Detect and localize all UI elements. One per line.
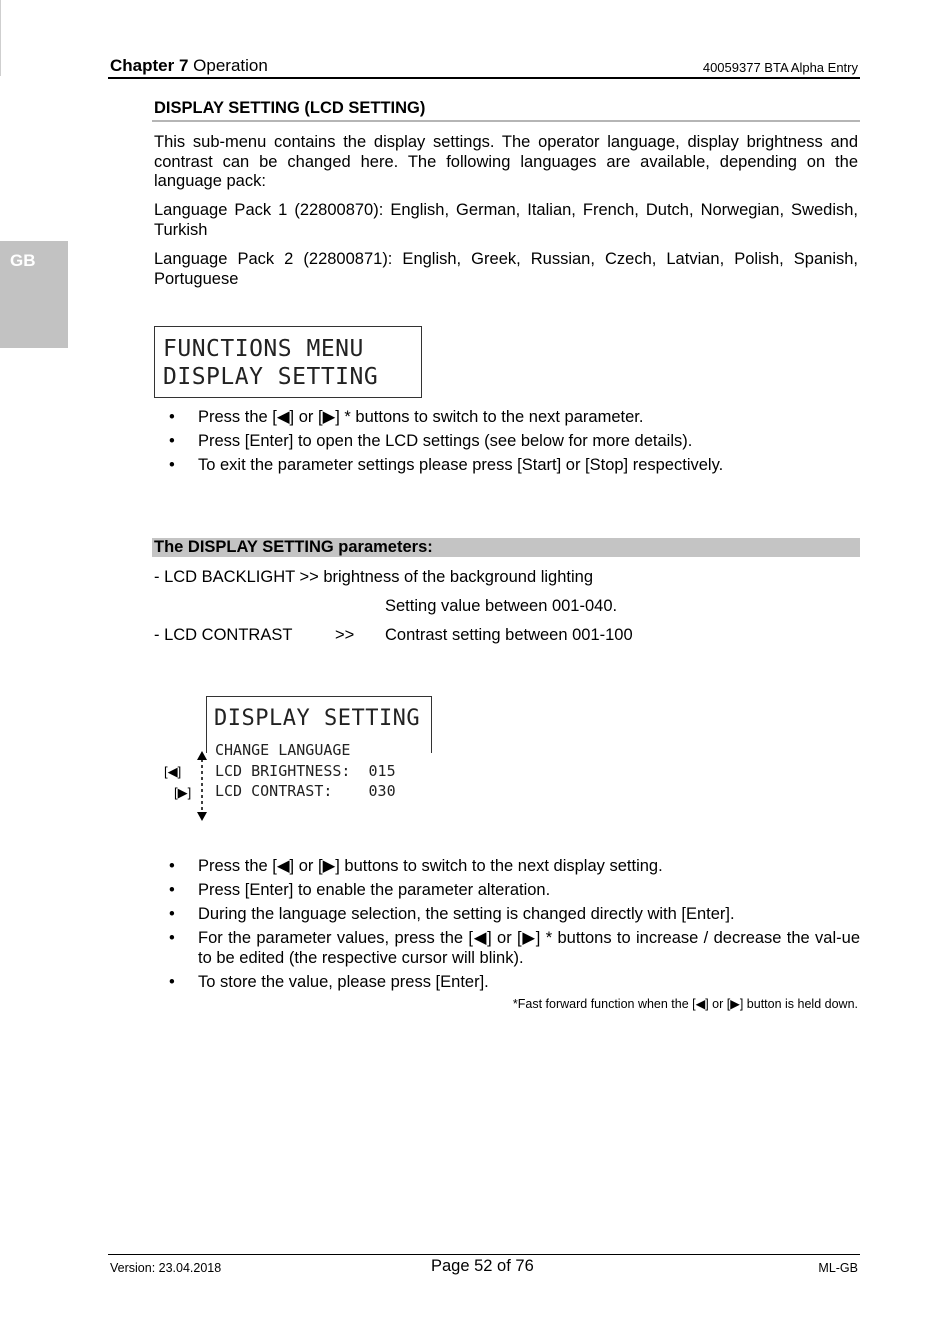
footnote: *Fast forward function when the [◀] or [▶] button is held down.: [512, 997, 858, 1011]
parameters-heading-bar: [152, 538, 860, 557]
list-item-text: For the parameter values, press the [◀] or [▶] * buttons to increase / decrease the val-ue to be edited (the respective cursor will blink).: [198, 929, 860, 967]
footer-divider: [108, 1254, 860, 1255]
chapter-heading: [110, 56, 268, 76]
instructions-list-1: [152, 408, 860, 480]
version-label: Version: 23.04.2018: [110, 1261, 222, 1275]
list-item-text: Press [Enter] to enable the parameter alteration.: [198, 881, 551, 899]
section-title-underline: [152, 120, 860, 122]
language-pack-1-paragraph: Language Pack 1 (22800870): English, German, Italian, French, Dutch, Norwegian, Swedish, Turkish: [154, 201, 858, 239]
list-item: • For the parameter values, press the [◀] or [▶] * buttons to increase / decrease the val-ue to be edited (the respective cursor will blink).: [169, 929, 860, 967]
list-item: • Press the [◀] or [▶] * buttons to switch to the next parameter.: [169, 408, 644, 426]
up-down-arrow-icon: [191, 751, 213, 821]
chapter-title: Operation: [188, 56, 268, 75]
parameters-heading: The DISPLAY SETTING parameters:: [154, 538, 433, 556]
list-item: • Press the [◀] or [▶] buttons to switch to the next display setting.: [169, 857, 663, 875]
list-item: • Press [Enter] to open the LCD settings (see below for more details).: [169, 432, 693, 450]
list-item-text: To store the value, please press [Enter].: [198, 972, 489, 991]
list-item-text: Press [Enter] to open the LCD settings (see below for more details).: [198, 432, 693, 450]
lcd-row-change-language: CHANGE LANGUAGE: [215, 741, 351, 759]
section-title: DISPLAY SETTING (LCD SETTING): [154, 99, 426, 117]
list-item-text: Press the [◀] or [▶] buttons to switch to the next display setting.: [198, 857, 663, 875]
header-divider: [108, 77, 860, 79]
list-item: • To store the value, please press [Enter].: [169, 972, 489, 991]
language-tab-label: GB: [10, 251, 36, 270]
list-item: • During the language selection, the setting is changed directly with [Enter].: [169, 905, 735, 923]
left-margin-rule: [0, 0, 1, 76]
backlight-value-range: Setting value between 001-040.: [385, 597, 618, 615]
intro-paragraph: This sub-menu contains the display settings. The operator language, display brightness and contrast can be changed here. The following languages are available, depending on the language pack:: [154, 133, 858, 190]
language-tab: [0, 241, 68, 348]
instructions-list-2: [152, 857, 860, 997]
lcd-display-title: DISPLAY SETTING: [214, 706, 421, 731]
document-code: ML-GB: [818, 1261, 858, 1275]
list-item-text: Press the [◀] or [▶] * buttons to switch to the next parameter.: [198, 408, 644, 426]
lcd-functions-menu: [154, 326, 422, 398]
backlight-description: - LCD BACKLIGHT >> brightness of the background lighting: [154, 568, 594, 586]
list-item-text: To exit the parameter settings please press [Start] or [Stop] respectively.: [198, 456, 724, 474]
lcd-row-contrast: LCD CONTRAST: 030: [215, 782, 396, 800]
nav-left-label: [◀]: [164, 764, 182, 779]
nav-right-label: [▶]: [174, 785, 192, 800]
contrast-value-range: Contrast setting between 001-100: [385, 626, 633, 644]
page-number: Page 52 of 76: [431, 1257, 534, 1275]
lcd-menu-line-2: DISPLAY SETTING: [163, 364, 379, 390]
document-reference: 40059377 BTA Alpha Entry: [702, 60, 858, 75]
lcd-menu-line-1: FUNCTIONS MENU: [163, 336, 364, 362]
language-pack-2-paragraph: Language Pack 2 (22800871): English, Greek, Russian, Czech, Latvian, Polish, Spanish, Portuguese: [154, 250, 858, 288]
contrast-arrow: >>: [335, 626, 355, 644]
lcd-display-rows: [215, 740, 396, 802]
contrast-label: - LCD CONTRAST: [154, 626, 293, 644]
chapter-number: Chapter 7: [110, 56, 189, 75]
lcd-row-brightness: LCD BRIGHTNESS: 015: [215, 761, 396, 780]
list-item: • Press [Enter] to enable the parameter alteration.: [169, 881, 551, 899]
list-item: • To exit the parameter settings please press [Start] or [Stop] respectively.: [169, 456, 724, 474]
list-item-text: During the language selection, the setting is changed directly with [Enter].: [198, 905, 735, 923]
